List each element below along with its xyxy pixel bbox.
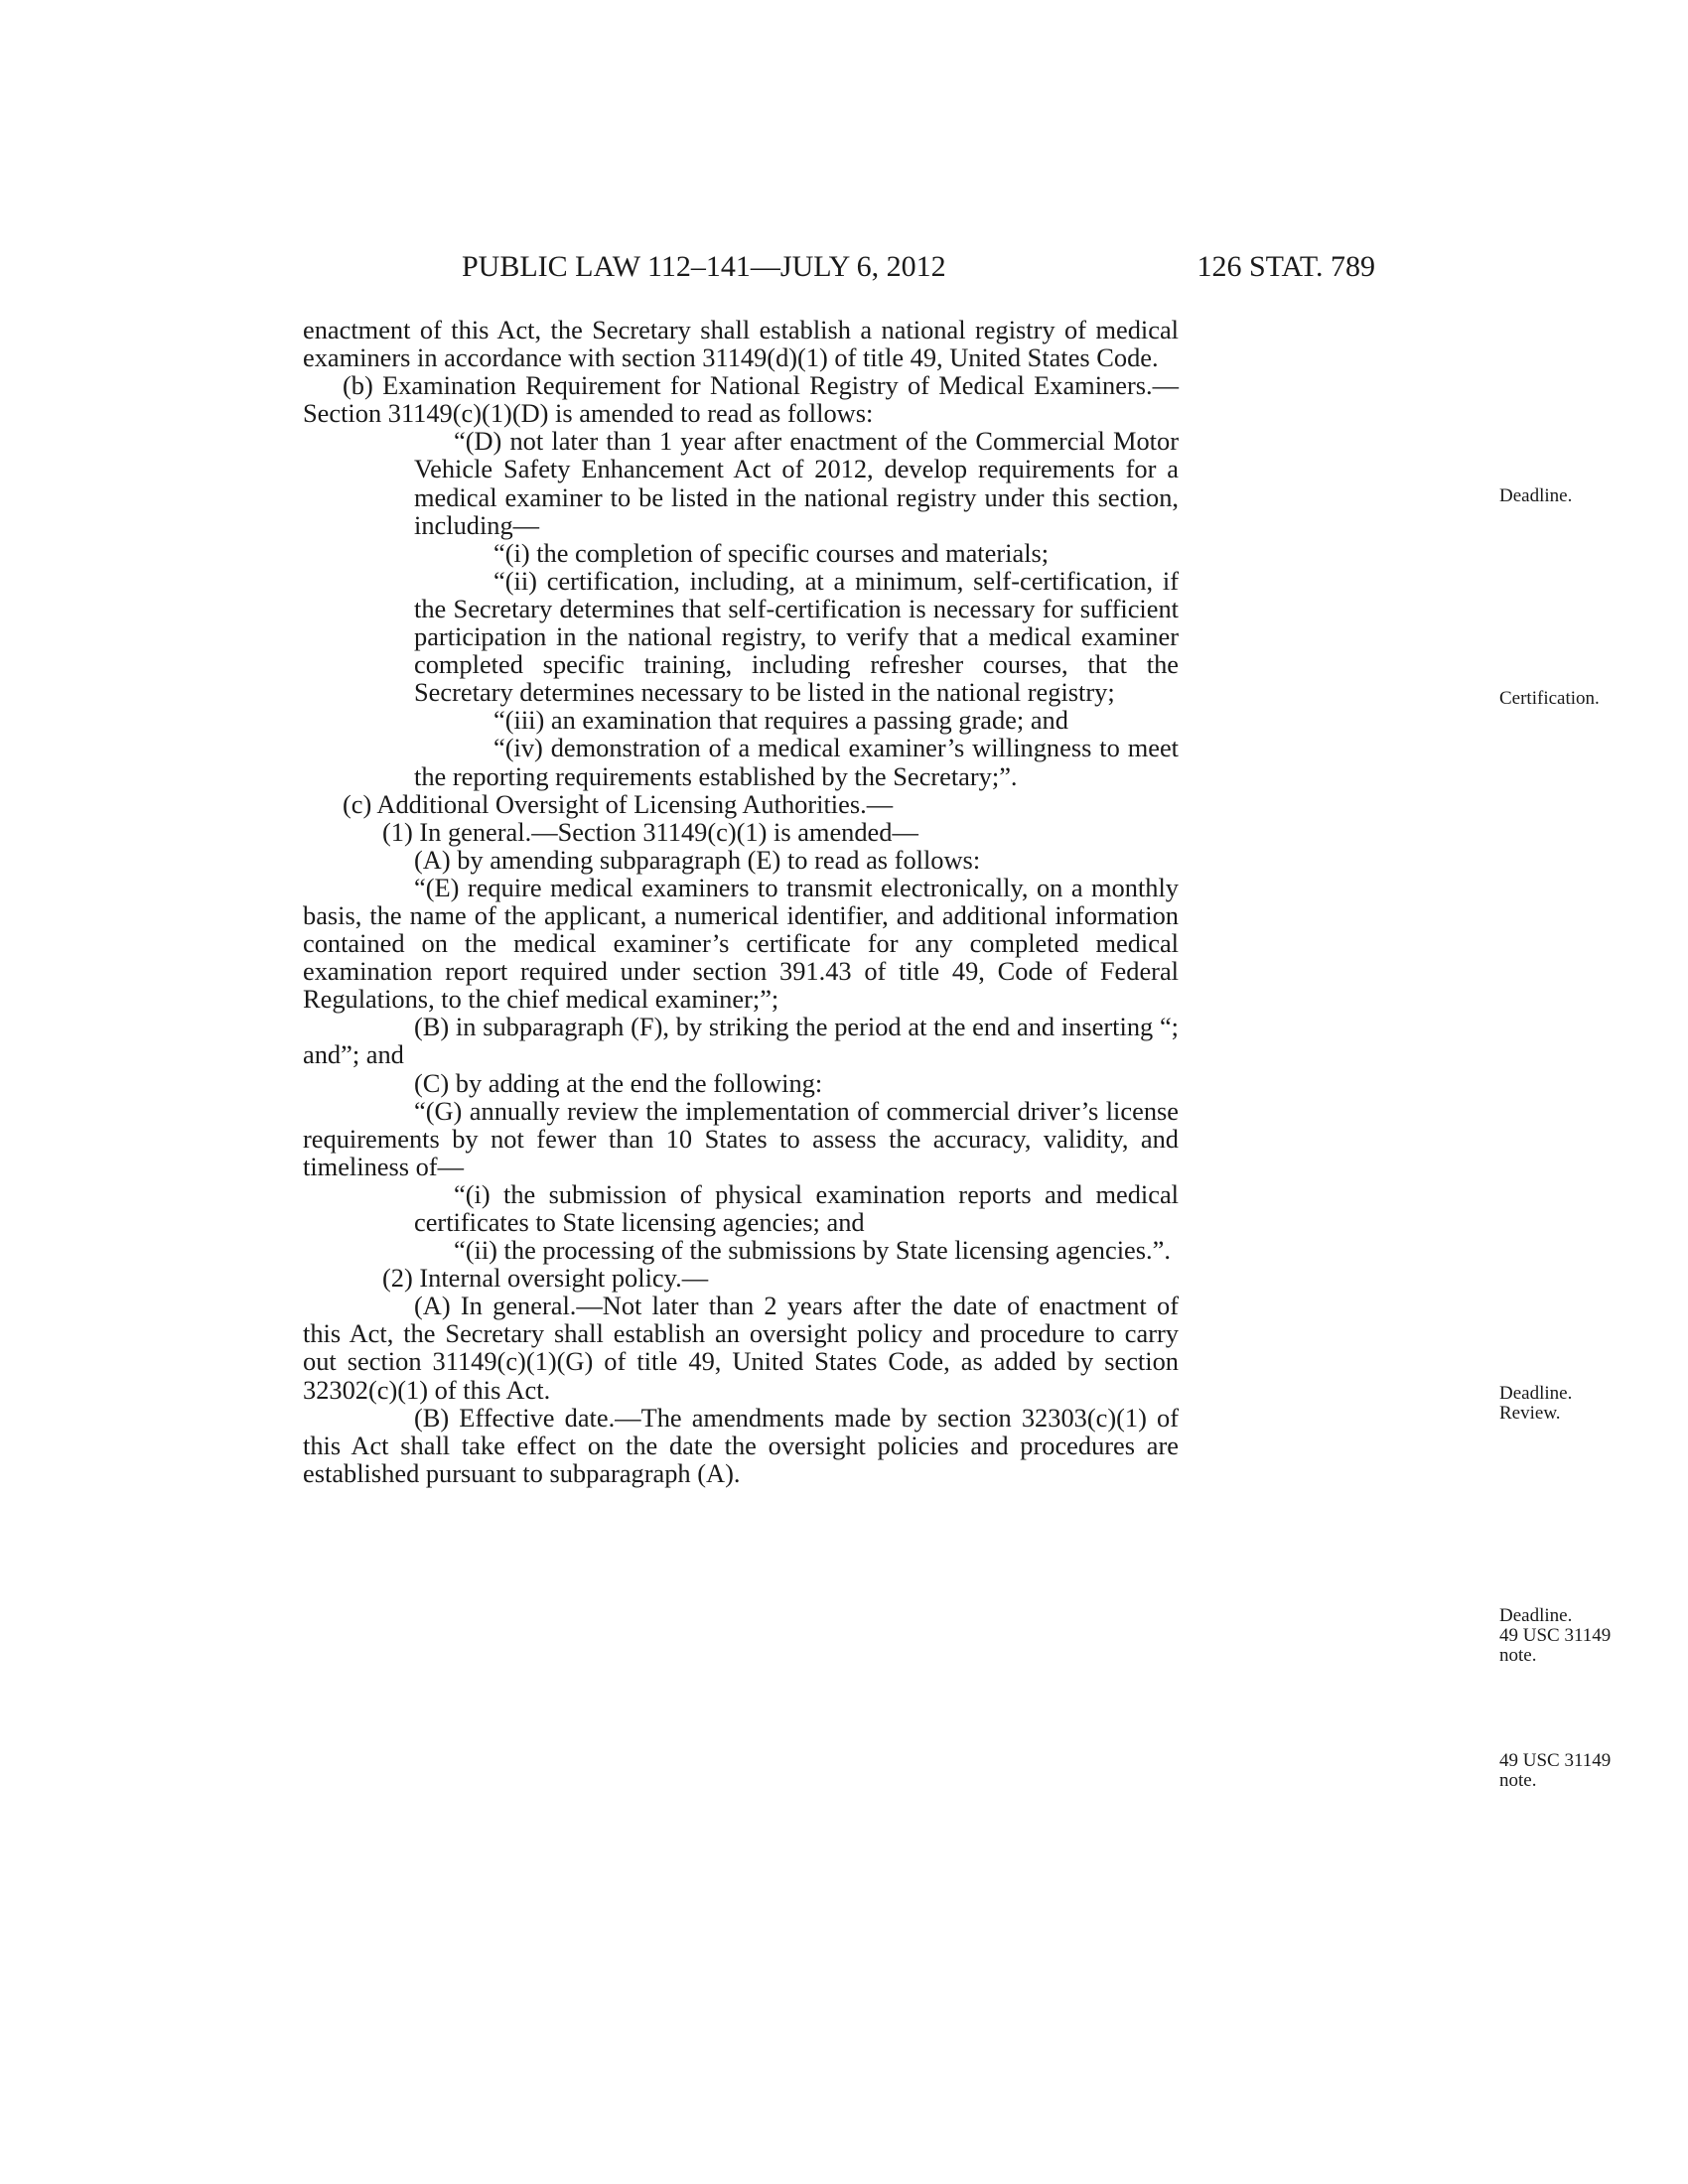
paragraph-quoted-g-ii: “(ii) the processing of the submissions by State licensing agencies.”. — [454, 1235, 1171, 1266]
margin-note-deadline: Deadline. — [1499, 1383, 1573, 1404]
margin-note-deadline: Deadline. — [1499, 1605, 1573, 1626]
paragraph-quoted-i: “(i) the completion of specific courses and materials; — [493, 537, 1050, 568]
margin-note-deadline: Deadline. — [1499, 485, 1573, 506]
paragraph-c1-a: (A) by amending subparagraph (E) to read as follows: — [414, 844, 981, 875]
paragraph-quoted-e: “(E) require medical examiners to transmit electronically, on a monthly basis, the name of the applicant, a numerical identifier, and additional information contained on the medical examiner’s certificate for any completed medical examination report required under section 391.43 of title 49, Code of Federal Regulations, to the chief medical examiner;”; — [303, 872, 1179, 1015]
header-stat-page: 126 STAT. 789 — [1196, 250, 1375, 283]
margin-note-usc-citation: 49 USC 31149 — [1499, 1625, 1612, 1646]
margin-note-review: Review. — [1499, 1403, 1561, 1424]
paragraph-quoted-iii: “(iii) an examination that requires a passing grade; and — [493, 705, 1068, 736]
paragraph-b-heading: (b) Examination Requirement for National Registry of Medical Examiners.—Section 31149(c)(1)(D) is amended to read as follows: — [303, 370, 1179, 429]
paragraph-quoted-ii: “(ii) certification, including, at a minimum, self-certification, if the Secretary determines that self-certification is necessary for sufficient participation in the national registry, to verify that a medical examiner completed specific training, including refresher courses, that the Secretary determines necessary to be listed in the national registry; — [414, 565, 1179, 708]
paragraph-c1-b: (B) in subparagraph (F), by striking the period at the end and inserting “; and”; and — [303, 1012, 1179, 1070]
paragraph-c2-a: (A) In general.—Not later than 2 years after the date of enactment of this Act, the Secretary shall establish an oversight policy and procedure to carry out section 31149(c)(1)(G) of title 49, United States Code, as added by section 32302(c)(1) of this Act. — [303, 1291, 1179, 1405]
paragraph-c1-c: (C) by adding at the end the following: — [414, 1067, 823, 1098]
paragraph-quoted-d: “(D) not later than 1 year after enactment of the Commercial Motor Vehicle Safety Enhancement Act of 2012, develop requirements for a medical examiner to be listed in the national registry under this section, including— — [414, 426, 1179, 540]
paragraph-quoted-iv: “(iv) demonstration of a medical examiner’s willingness to meet the reporting requirements established by the Secretary;”. — [414, 733, 1179, 791]
margin-note-usc-citation: 49 USC 31149 — [1499, 1750, 1612, 1771]
running-header — [303, 250, 1375, 290]
paragraph: enactment of this Act, the Secretary shall establish a national registry of medical examiners in accordance with section 31149(d)(1) of title 49, United States Code. — [303, 315, 1179, 373]
paragraph-c1: (1) In general.—Section 31149(c)(1) is amended— — [382, 816, 918, 847]
header-title: PUBLIC LAW 112–141—JULY 6, 2012 — [462, 250, 946, 283]
margin-note-note: note. — [1499, 1645, 1537, 1666]
body-text — [303, 315, 1612, 1791]
margin-note-note: note. — [1499, 1770, 1537, 1791]
paragraph-c2-b: (B) Effective date.—The amendments made by section 32303(c)(1) of this Act shall take effect on the date the oversight policies and procedures are established pursuant to subparagraph (A). — [303, 1402, 1179, 1488]
paragraph-quoted-g: “(G) annually review the implementation of commercial driver’s license requirements by not fewer than 10 States to assess the accuracy, validity, and timeliness of— — [303, 1095, 1179, 1181]
paragraph-quoted-g-i: “(i) the submission of physical examination reports and medical certificates to State licensing agencies; and — [414, 1178, 1179, 1237]
paragraph-c2: (2) Internal oversight policy.— — [382, 1263, 709, 1294]
margin-note-certification: Certification. — [1499, 688, 1600, 709]
paragraph-c-heading: (c) Additional Oversight of Licensing Authorities.— — [343, 788, 894, 819]
